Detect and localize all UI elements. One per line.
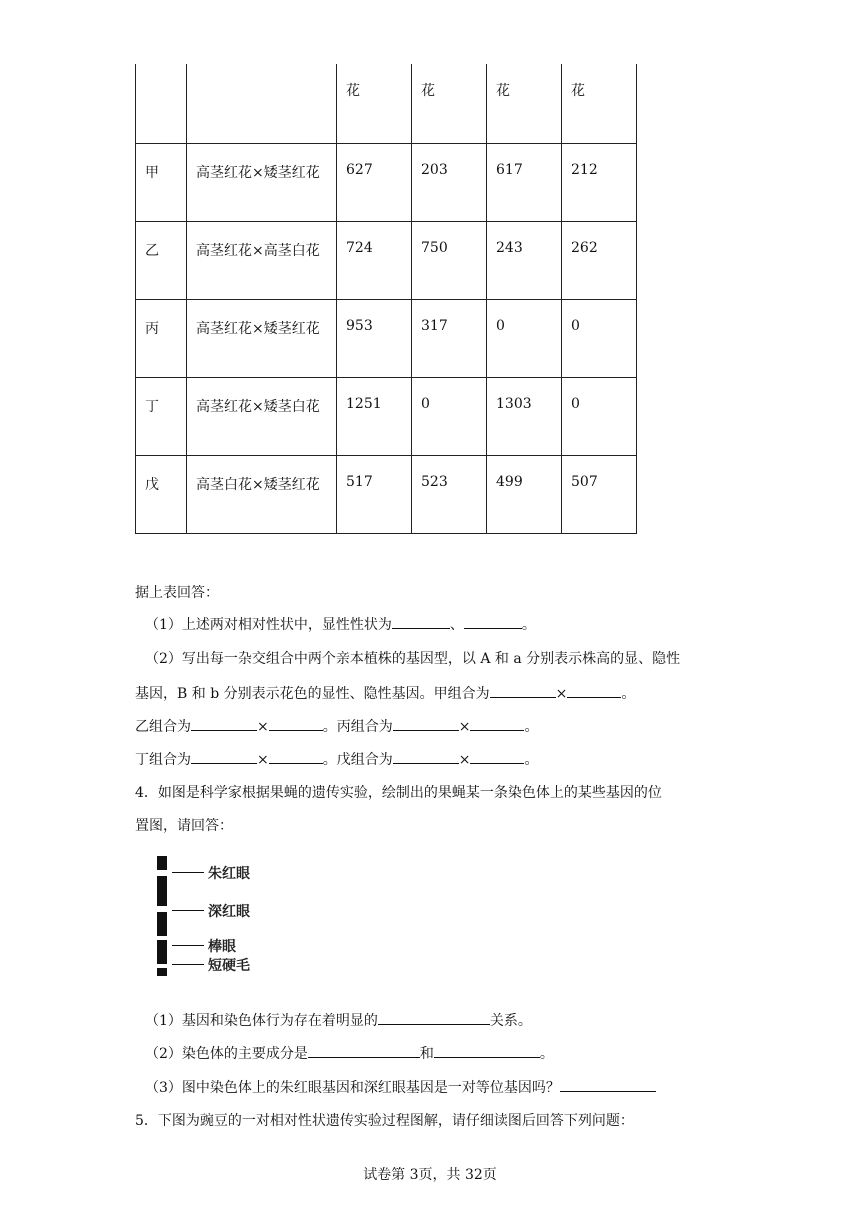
chromosome-segment bbox=[157, 968, 167, 976]
period: 。 bbox=[539, 1046, 554, 1062]
table-cell: 1303 bbox=[487, 377, 562, 455]
table-cell: 517 bbox=[337, 455, 412, 533]
table-cell: 499 bbox=[487, 455, 562, 533]
label-wu: 。戊组合为 bbox=[322, 752, 393, 768]
q3-part2-line3 bbox=[135, 716, 538, 736]
table-cell: 617 bbox=[487, 143, 562, 221]
table-header-row bbox=[136, 64, 637, 143]
q3-intro: 据上表回答： bbox=[135, 585, 219, 601]
answer-blank[interactable] bbox=[470, 718, 524, 731]
table-cell: 262 bbox=[562, 221, 637, 299]
table-cell bbox=[187, 64, 337, 143]
table-cell: 高茎白花×矮茎红花 bbox=[187, 455, 337, 533]
q4-part2-text: （2）染色体的主要成分是 bbox=[145, 1046, 308, 1062]
table-cell: 1251 bbox=[337, 377, 412, 455]
gene-marker bbox=[172, 964, 204, 965]
table-row bbox=[136, 143, 637, 221]
q4-part3 bbox=[145, 1077, 656, 1097]
answer-blank[interactable] bbox=[308, 1045, 420, 1058]
gene-marker bbox=[172, 872, 204, 873]
chromosome-segment bbox=[157, 912, 167, 936]
answer-blank[interactable] bbox=[378, 1012, 490, 1025]
answer-blank[interactable] bbox=[560, 1079, 656, 1092]
gene-marker bbox=[172, 910, 204, 911]
table-cell: 724 bbox=[337, 221, 412, 299]
table-cell: 甲 bbox=[136, 143, 187, 221]
gene-label: 深红眼 bbox=[208, 904, 250, 920]
table-cell: 丙 bbox=[136, 299, 187, 377]
period: 。 bbox=[621, 686, 636, 702]
period: 。 bbox=[524, 719, 539, 735]
gene-marker bbox=[172, 945, 204, 946]
answer-blank[interactable] bbox=[269, 718, 323, 731]
table-cell: 507 bbox=[562, 455, 637, 533]
times-sign: × bbox=[458, 719, 471, 735]
answer-blank[interactable] bbox=[464, 616, 522, 629]
q5-stem: 5．下图为豌豆的一对相对性状遗传实验过程图解，请仔细读图后回答下列问题： bbox=[135, 1113, 634, 1129]
answer-blank[interactable] bbox=[191, 718, 257, 731]
table-cell: 212 bbox=[562, 143, 637, 221]
table-cell: 花 bbox=[412, 64, 487, 143]
q4-part1-end: 关系。 bbox=[489, 1013, 532, 1029]
answer-blank[interactable] bbox=[393, 718, 459, 731]
q3-part1 bbox=[145, 614, 536, 634]
table-cell: 523 bbox=[412, 455, 487, 533]
table-cell: 花 bbox=[562, 64, 637, 143]
chromosome-segment bbox=[157, 876, 167, 906]
table-cell: 203 bbox=[412, 143, 487, 221]
table-cell: 花 bbox=[337, 64, 412, 143]
table-cell: 627 bbox=[337, 143, 412, 221]
q3-part2-line2 bbox=[135, 683, 635, 703]
table-row bbox=[136, 299, 637, 377]
answer-blank[interactable] bbox=[269, 751, 323, 764]
period: 。 bbox=[521, 617, 536, 633]
table-cell: 丁 bbox=[136, 377, 187, 455]
answer-blank[interactable] bbox=[393, 751, 459, 764]
table-cell: 317 bbox=[412, 299, 487, 377]
table-cell: 750 bbox=[412, 221, 487, 299]
times-sign: × bbox=[555, 686, 568, 702]
cross-results-table bbox=[135, 64, 637, 534]
table-cell: 953 bbox=[337, 299, 412, 377]
q4-stem-line2: 置图，请回答： bbox=[135, 818, 233, 834]
table-cell: 花 bbox=[487, 64, 562, 143]
table-cell: 高茎红花×矮茎红花 bbox=[187, 299, 337, 377]
chromosome-gene-map bbox=[150, 848, 290, 978]
table-cell: 0 bbox=[487, 299, 562, 377]
q4-part2-and: 和 bbox=[419, 1046, 434, 1062]
separator: 、 bbox=[449, 617, 464, 633]
table-row bbox=[136, 455, 637, 533]
label-bing: 。丙组合为 bbox=[322, 719, 393, 735]
table-cell: 高茎红花×矮茎红花 bbox=[187, 143, 337, 221]
table-row bbox=[136, 377, 637, 455]
table-cell bbox=[136, 64, 187, 143]
table-cell: 高茎红花×矮茎白花 bbox=[187, 377, 337, 455]
period: 。 bbox=[524, 752, 539, 768]
q4-part3-text: （3）图中染色体上的朱红眼基因和深红眼基因是一对等位基因吗？ bbox=[145, 1080, 560, 1096]
answer-blank[interactable] bbox=[392, 616, 450, 629]
label-ding: 丁组合为 bbox=[135, 752, 191, 768]
answer-blank[interactable] bbox=[191, 751, 257, 764]
gene-label: 棒眼 bbox=[208, 939, 236, 955]
table-cell: 戊 bbox=[136, 455, 187, 533]
gene-label: 朱红眼 bbox=[208, 866, 250, 882]
answer-blank[interactable] bbox=[434, 1045, 540, 1058]
label-yi: 乙组合为 bbox=[135, 719, 191, 735]
times-sign: × bbox=[257, 719, 269, 735]
q4-stem-line1: 4．如图是科学家根据果蝇的遗传实验，绘制出的果蝇某一条染色体上的某些基因的位 bbox=[135, 785, 662, 801]
q3-part2-line1: （2）写出每一杂交组合中两个亲本植株的基因型，以 A 和 a 分别表示株高的显、隐性 bbox=[145, 651, 681, 667]
table-cell: 0 bbox=[562, 377, 637, 455]
chromosome-segment bbox=[157, 856, 167, 870]
answer-blank[interactable] bbox=[567, 685, 621, 698]
answer-blank[interactable] bbox=[490, 685, 556, 698]
table-cell: 0 bbox=[562, 299, 637, 377]
q3-part2-text: 基因，B 和 b 分别表示花色的显性、隐性基因。甲组合为 bbox=[135, 686, 490, 702]
gene-label: 短硬毛 bbox=[208, 958, 250, 974]
chromosome-segment bbox=[157, 940, 167, 964]
q4-part1 bbox=[145, 1010, 532, 1030]
table-cell: 高茎红花×高茎白花 bbox=[187, 221, 337, 299]
table-cell: 0 bbox=[412, 377, 487, 455]
times-sign: × bbox=[257, 752, 269, 768]
table-cell: 乙 bbox=[136, 221, 187, 299]
times-sign: × bbox=[458, 752, 471, 768]
table-cell: 243 bbox=[487, 221, 562, 299]
q3-part2-line4 bbox=[135, 749, 538, 769]
table-row bbox=[136, 221, 637, 299]
answer-blank[interactable] bbox=[470, 751, 524, 764]
q4-part1-text: （1）基因和染色体行为存在着明显的 bbox=[145, 1013, 378, 1029]
q4-part2 bbox=[145, 1043, 554, 1063]
page-footer: 试卷第 3页，共 32页 bbox=[363, 1167, 497, 1183]
q3-part1-text: （1）上述两对相对性状中，显性性状为 bbox=[145, 617, 392, 633]
